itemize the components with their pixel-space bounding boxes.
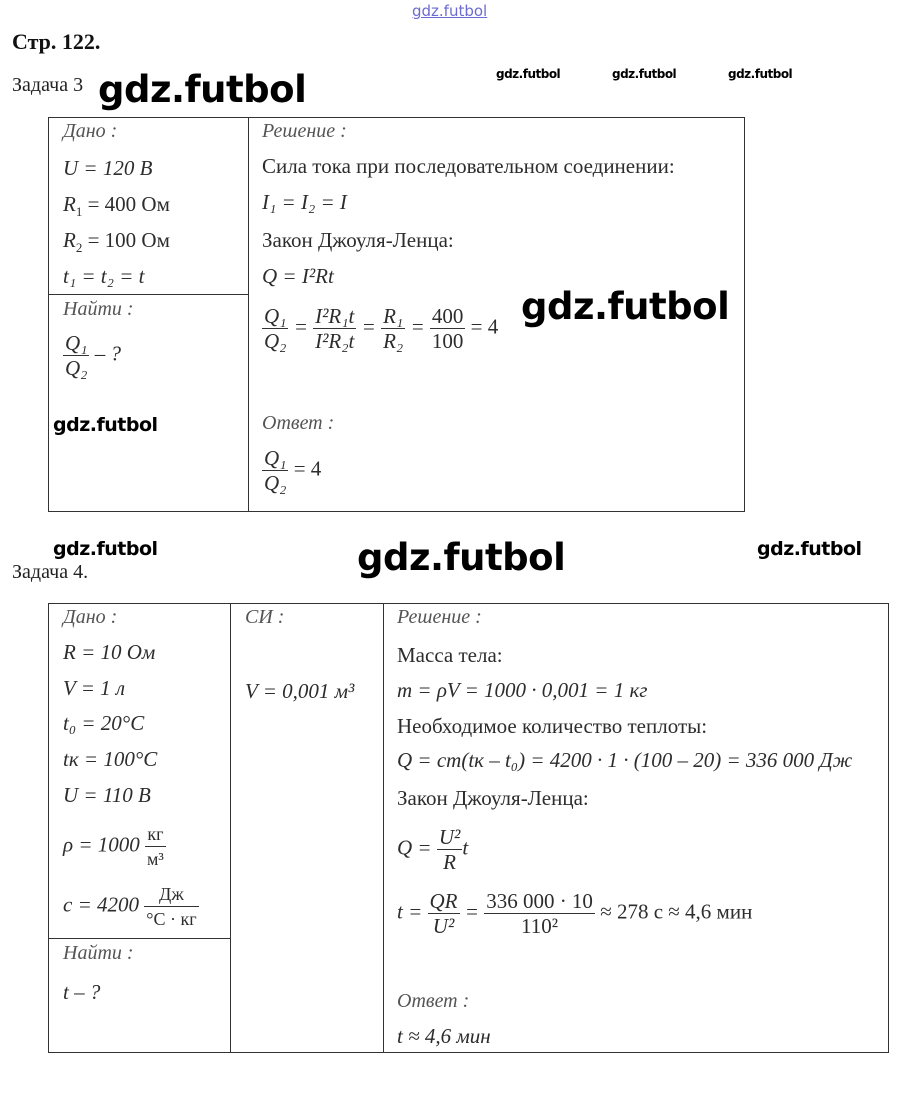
task4-find-label: Найти : [63, 942, 134, 964]
task4-given-c: c = 4200 $\frac{Дж}{^\circ C \cdot кг}$ [63, 884, 197, 929]
task4-line1: Масса тела: [397, 643, 503, 667]
task4-line4: Q = cm(tк – t₀) = 4200 · 1 · (100 – 20) = 336 000 Дж [397, 748, 853, 772]
task3-given-t: t₁ = t₂ = t [63, 264, 145, 288]
task4-si-label: СИ : [245, 606, 285, 628]
task4-answer: t ≈ 4,6 мин [397, 1024, 491, 1048]
task4-given-tk: tк = 100°C [63, 747, 158, 771]
task3-given-r2: $R_2 = 100$ Ом [63, 228, 170, 256]
task3-solution-label: Решение : [262, 120, 347, 142]
watermark: gdz.futbol [612, 67, 677, 81]
task4-solution-label: Решение : [397, 606, 482, 628]
task3-line2: I₁ = I₂ = I [262, 190, 347, 214]
task4-given-r: R = 10 Ом [63, 640, 156, 664]
task3-title: Задача 3 [12, 74, 84, 96]
task3-line1: Сила тока при последовательном соединении: [262, 154, 675, 178]
task4-title: Задача 4. [12, 561, 89, 583]
watermark: gdz.futbol [98, 68, 307, 111]
task3-line4: Q = I²Rt [262, 264, 334, 288]
task4-si-v: V = 0,001 м³ [245, 679, 355, 703]
task4-line3: Необходимое количество теплоты: [397, 714, 708, 738]
watermark: gdz.futbol [53, 538, 158, 560]
page-header: Стр. 122. [12, 29, 101, 54]
task4-answer-label: Ответ : [397, 990, 470, 1012]
task4-given-rho: ρ = 1000 $\frac{кг}{\text{м³}}$ [63, 824, 164, 869]
task4-given-u: U = 110 В [63, 783, 151, 807]
task4-line5: Закон Джоуля-Ленца: [397, 786, 589, 810]
watermark: gdz.futbol [53, 414, 158, 436]
watermark: gdz.futbol [521, 285, 730, 328]
task3-given-label: Дано : [63, 120, 118, 142]
watermark-top[interactable]: gdz.futbol [412, 2, 488, 20]
task4-line6: Q = $\frac{\text{U²}}{R}$ t [397, 825, 469, 874]
watermark: gdz.futbol [496, 67, 561, 81]
task4-given-t0: t₀ = 20°C [63, 711, 145, 735]
task3-line3: Закон Джоуля-Ленца: [262, 228, 454, 252]
watermark: gdz.futbol [728, 67, 793, 81]
task4-line7: t = $\frac{QR}{\text{U²}}$ = $\frac{336 000 \cdot 10}{\text{110²}}$ ≈ 278 с ≈ 4,6 мин [397, 889, 753, 938]
task3-answer: $\frac{\text{Q₁}}{\text{Q₂}}$ = 4 [264, 446, 322, 495]
task4-given-v: V = 1 л [63, 676, 126, 700]
task3-find: $\frac{\text{Q₁}}{\text{Q₂}}$ – ? [65, 331, 121, 380]
task3-answer-label: Ответ : [262, 412, 335, 434]
watermark: gdz.futbol [757, 538, 862, 560]
watermark: gdz.futbol [357, 536, 566, 579]
task4-find: t – ? [63, 980, 101, 1004]
task4-line2: m = ρV = 1000 · 0,001 = 1 кг [397, 678, 648, 702]
task3-find-label: Найти : [63, 298, 134, 320]
task3-given-u: U = 120 В [63, 156, 153, 180]
task4-given-label: Дано : [63, 606, 118, 628]
task3-formula: $\frac{\text{Q₁}}{\text{Q₂}}$ = $\frac{\text{I²R₁t}}{\text{I²R₂t}}$ = $\frac{\text{R₁}}{\text{R₂}}$ = $\frac{400}{100}$ = 4 [264, 304, 499, 353]
task3-given-r1: $R_1 = 400$ Ом [63, 192, 170, 220]
